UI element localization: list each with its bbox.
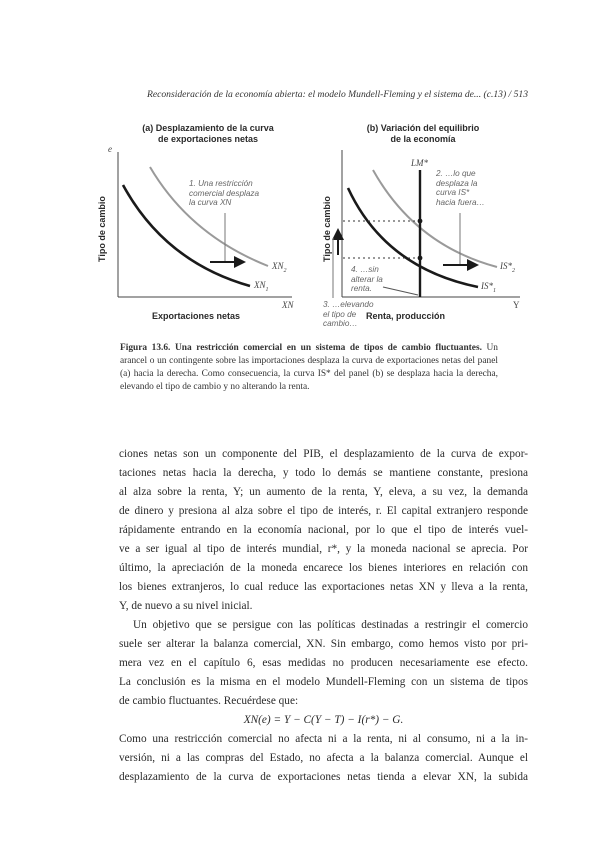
note-2: 2. …lo que desplaza la curva IS* hacia fuera… bbox=[436, 169, 485, 207]
note-4: 4. …sin alterar la renta. bbox=[351, 265, 383, 294]
equation: XN(e) = Y − C(Y − T) − I(r*) − G. bbox=[243, 714, 404, 726]
xn2-label: $XN_2$ bbox=[272, 261, 287, 274]
panel-a-axes bbox=[118, 152, 292, 297]
panel-a-x-label: Exportaciones netas bbox=[152, 311, 241, 321]
running-head: Reconsideración de la economía abierta: el modelo Mundell-Fleming y el sistema de... (c.13) / 513 bbox=[147, 89, 528, 100]
caption-label: Figura 13.6. Una restricción comercial en un sistema de tipos de cambio fluctuantes. bbox=[120, 343, 482, 353]
panel-a-y-label: Tipo de cambio bbox=[97, 196, 107, 262]
figure-graphics bbox=[0, 0, 615, 340]
figure-13-6 bbox=[0, 0, 615, 340]
panel-b-y-label: Tipo de cambio bbox=[322, 196, 332, 262]
is1-label: $IS*_1$ bbox=[481, 281, 496, 294]
y-axis-symbol-e: e bbox=[108, 144, 112, 154]
paragraph-3: Como una restricción comercial no afecta ni a la renta, ni al consumo, ni a la in- versión, ni a las compras del Estado, no afecta a la balanza comercial. Aunque el desplazamiento de la curva de exportaciones netas tienda a elevar XN, la subida bbox=[119, 733, 528, 783]
is2-label: $IS*_2$ bbox=[500, 261, 515, 274]
panel-b-x-symbol: Y bbox=[513, 300, 520, 310]
panel-b-title: (b) Variación del equilibrio de la economía bbox=[366, 123, 480, 144]
lm-label: LM* bbox=[411, 158, 429, 168]
panel-a-title: (a) Desplazamiento de la curva de exportaciones netas bbox=[142, 123, 274, 144]
paragraph-1: ciones netas son un componente del PIB, el desplazamiento de la curva de expor- taciones netas hacia la derecha, y todo lo demás se mantiene constante, presiona al alza sobre la renta, Y; un aumento de la renta, Y, eleva, a su vez, la demanda de dinero y presiona al alza sobre el tipo de interés, r. El capital extranjero responde rápidamente entrando en la economía nacional, por lo que el tipo de interés vuel- ve a ser igual al tipo de interés mundial, r*, y la moneda nacional se aprecia. Por último, la apreciación de la moneda encarece los bienes interiores en relación con los bienes extranjeros, lo cual reduce las exportaciones netas XN y lleva a la renta, Y, de nuevo a su nivel inicial. bbox=[119, 448, 528, 612]
panel-a-x-symbol: XN bbox=[282, 300, 294, 310]
panel-b-x-label: Renta, producción bbox=[366, 311, 446, 321]
body-text bbox=[119, 445, 528, 787]
figure-caption bbox=[120, 342, 498, 394]
note-1: 1. Una restricción comercial desplaza la curva XN bbox=[189, 179, 260, 208]
xn1-label: $XN_1$ bbox=[254, 280, 269, 293]
paragraph-2: Un objetivo que se persigue con las políticas destinadas a restringir el comercio suele ser alterar la balanza comercial, XN. Sin embargo, como hemos visto por pri- mera vez en el capítulo 6, esas medidas no producen necesariamente ese efecto. La conclusión es la misma en el modelo Mundell-Fleming con un sistema de tipos de cambio fluctuantes. Recuérdese que: bbox=[119, 619, 528, 707]
caption-text: Un arancel o un contingente sobre las importaciones desplaza la curva de exportaciones netas del panel (a) hacia la derecha. Como consecuencia, la curva IS* del panel (b) se desplaza hacia la derecha, elevando el tipo de cambio y no alterando la renta. bbox=[120, 343, 498, 392]
note-3: 3. …elevando el tipo de cambio… bbox=[323, 300, 374, 329]
